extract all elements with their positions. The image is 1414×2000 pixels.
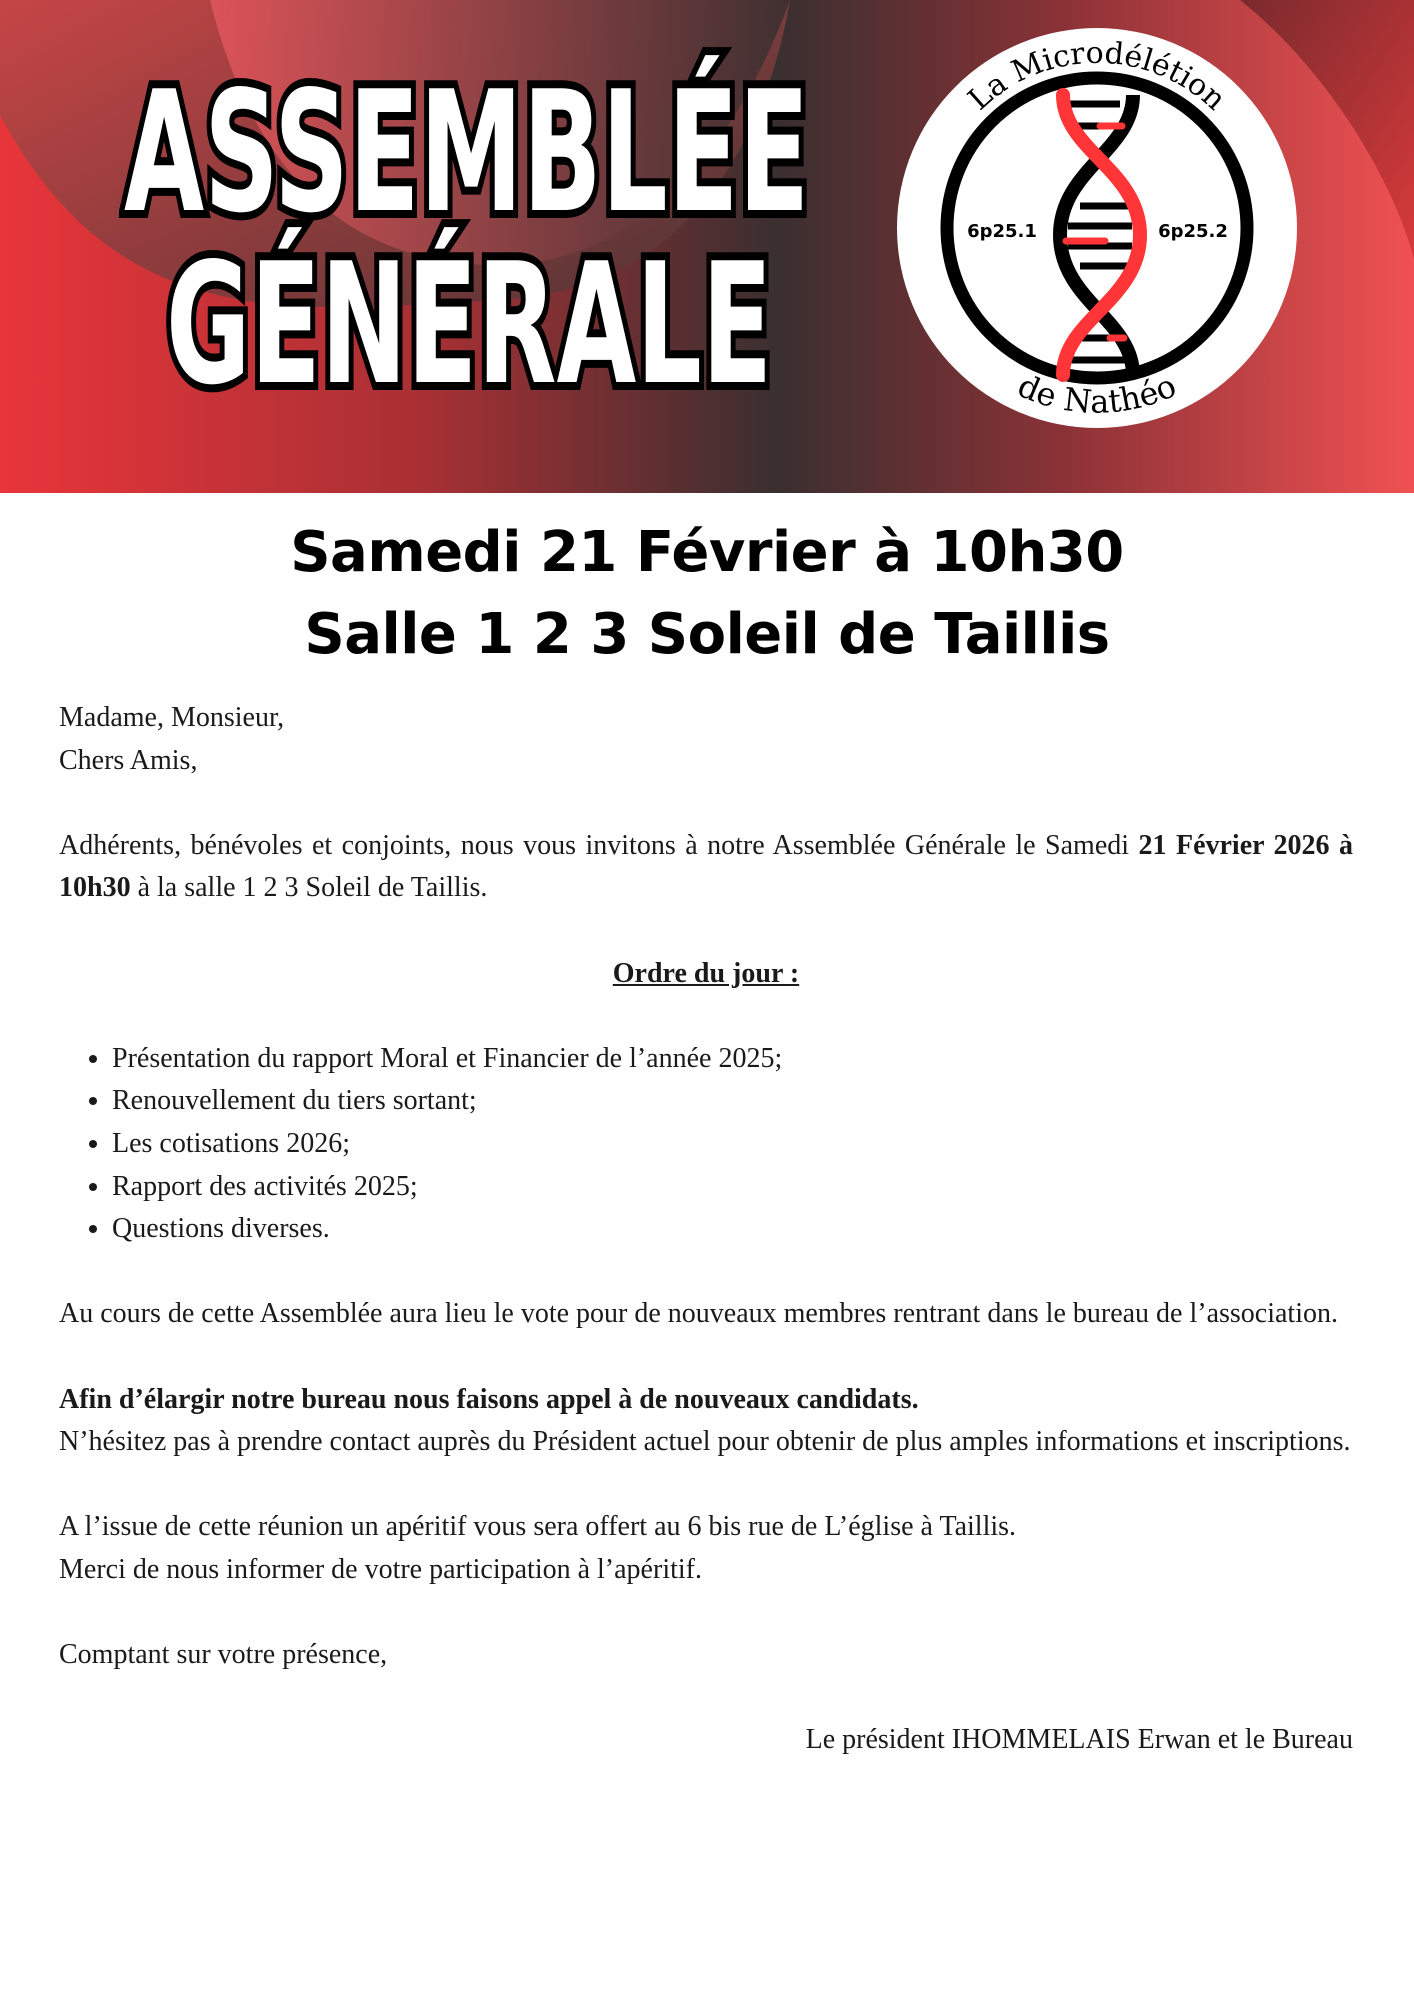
- letter-body: [59, 697, 1353, 1804]
- logo-left-label: 6p25.1: [967, 221, 1037, 242]
- intro-date-bold: 21 Février 2026 à 10h30: [59, 829, 1353, 904]
- logo-top-text: La Microdélétion: [961, 35, 1233, 118]
- logo-right-label: 6p25.2: [1158, 221, 1228, 242]
- agenda-list: [59, 1038, 1353, 1251]
- agenda-item: • Rapport des activités 2025;: [112, 1166, 1353, 1209]
- call-paragraph: [59, 1379, 1353, 1464]
- call-text: N’hésitez pas à prendre contact auprès du Président actuel pour obtenir de plus amples informations et inscriptions.: [59, 1426, 1351, 1458]
- intro-text-end: à la salle 1 2 3 Soleil de Taillis.: [130, 872, 488, 904]
- vote-paragraph: Au cours de cette Assemblée aura lieu le vote pour de nouveaux membres rentrant dans le bureau de l’association.: [59, 1298, 1338, 1330]
- agenda-item: • Renouvellement du tiers sortant;: [112, 1080, 1353, 1123]
- agenda-title: [59, 953, 1353, 996]
- aperitif-line-1: A l’issue de cette réunion un apéritif vous sera offert au 6 bis rue de L’église à Taillis.: [59, 1511, 1017, 1543]
- header-banner: [0, 0, 1414, 493]
- intro-text: Adhérents, bénévoles et conjoints, nous vous invitons à notre Assemblée Générale le Samedi: [59, 829, 1139, 861]
- event-date-heading: Samedi 21 Février à 10h30: [290, 520, 1124, 585]
- aperitif-line-2: Merci de nous informer de votre participation à l’apéritif.: [59, 1553, 702, 1585]
- closing: Comptant sur votre présence,: [59, 1639, 388, 1671]
- greeting-2: Chers Amis,: [59, 744, 198, 776]
- association-logo: [897, 28, 1297, 428]
- agenda-item: • Les cotisations 2026;: [112, 1123, 1353, 1166]
- aperitif-paragraph: [59, 1506, 1353, 1591]
- title-line-2: GÉNÉRALE: [166, 228, 773, 422]
- agenda-item: • Questions diverses.: [112, 1208, 1353, 1251]
- agenda-item: • Présentation du rapport Moral et Financier de l’année 2025;: [112, 1038, 1353, 1081]
- call-bold: Afin d’élargir notre bureau nous faisons appel à de nouveaux candidats.: [59, 1383, 919, 1415]
- agenda-title-text: Ordre du jour :: [612, 957, 800, 989]
- signature: Le président IHOMMELAIS Erwan et le Bureau: [805, 1724, 1353, 1756]
- intro-paragraph: [59, 825, 1353, 910]
- title-line-1: ASSEMBLÉE: [124, 56, 810, 250]
- logo-bottom-text: de Nathéo: [1012, 366, 1182, 421]
- greeting-1: Madame, Monsieur,: [59, 702, 285, 733]
- event-place-heading: Salle 1 2 3 Soleil de Taillis: [304, 602, 1110, 667]
